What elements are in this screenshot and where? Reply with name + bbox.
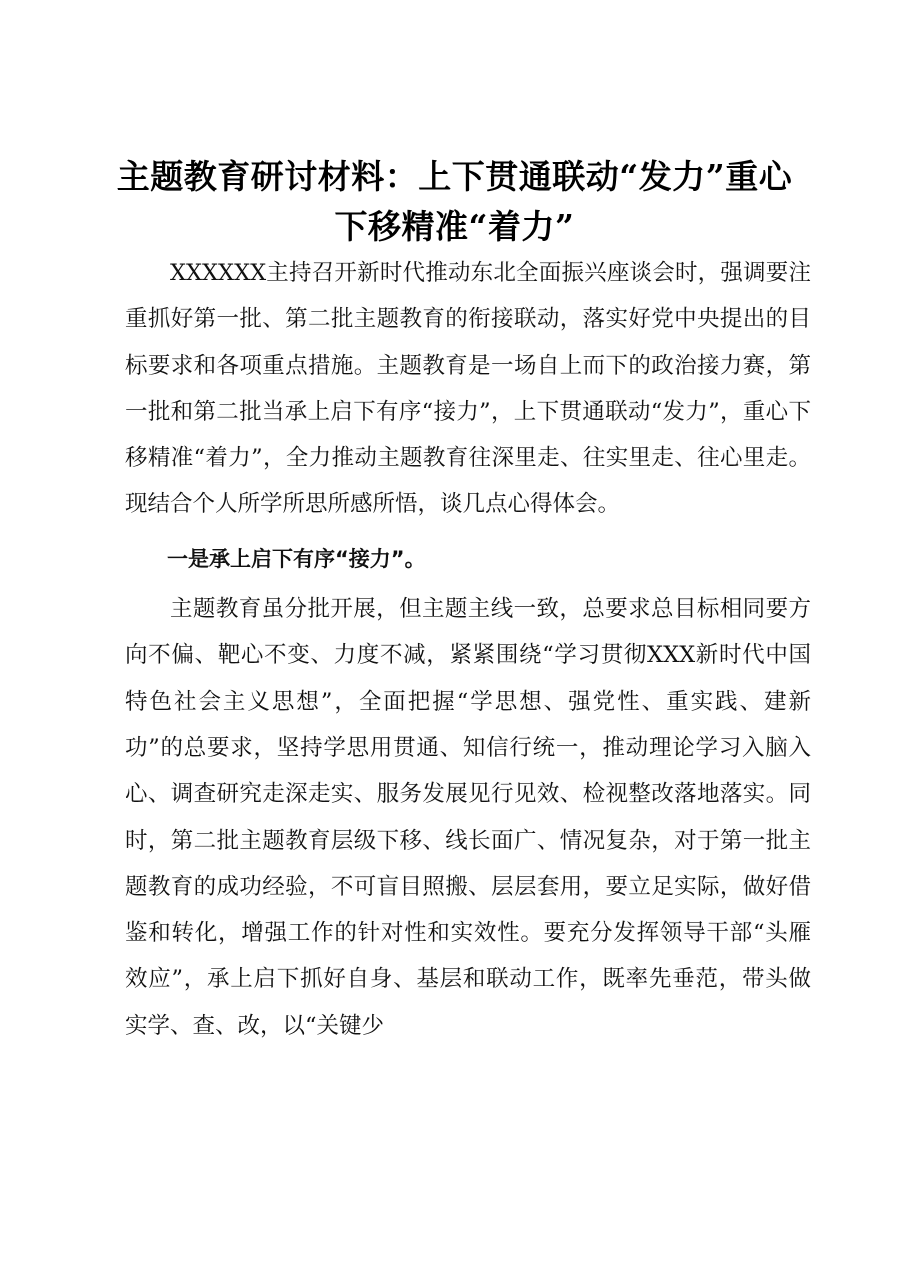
intro-paragraph: XXXXXX主持召开新时代推动东北全面振兴座谈会时，强调要注重抓好第一批、第二批主题教育的衔接联动，落实好党中央提出的目标要求和各项重点措施。主题教育是一场自上而下的政治接力赛，第一批和第二批当承上启下有序“接力”，上下贯通联动“发力”，重心下移精准“着力”，全力推动主题教育往深里走、往实里走、往心里走。现结合个人所学所思所感所悟，谈几点心得体会。 xyxy=(125,260,811,518)
section-heading-1: 一是承上启下有序“接力”。 xyxy=(167,546,426,571)
document-title xyxy=(60,152,849,252)
document-body xyxy=(125,250,811,1049)
title-line-1: 主题教育研讨材料：上下贯通联动“发力”重心 xyxy=(116,157,793,196)
title-line-2: 下移精准“着力” xyxy=(334,207,575,246)
body-paragraph: 主题教育虽分批开展，但主题主线一致，总要求总目标相同要方向不偏、靶心不变、力度不减，紧紧围绕“学习贯彻XXX新时代中国特色社会主义思想”，全面把握“学思想、强党性、重实践、建新功”的总要求，坚持学思用贯通、知信行统一，推动理论学习入脑入心、调查研究走深走实、服务发展见行见效、检视整改落地落实。同时，第二批主题教育层级下移、线长面广、情况复杂，对于第一批主题教育的成功经验，不可盲目照搬、层层套用，要立足实际，做好借鉴和转化，增强工作的针对性和实效性。要充分发挥领导干部“头雁效应”，承上启下抓好自身、基层和联动工作，既率先垂范，带头做实学、查、改，以“关键少 xyxy=(125,596,811,1039)
